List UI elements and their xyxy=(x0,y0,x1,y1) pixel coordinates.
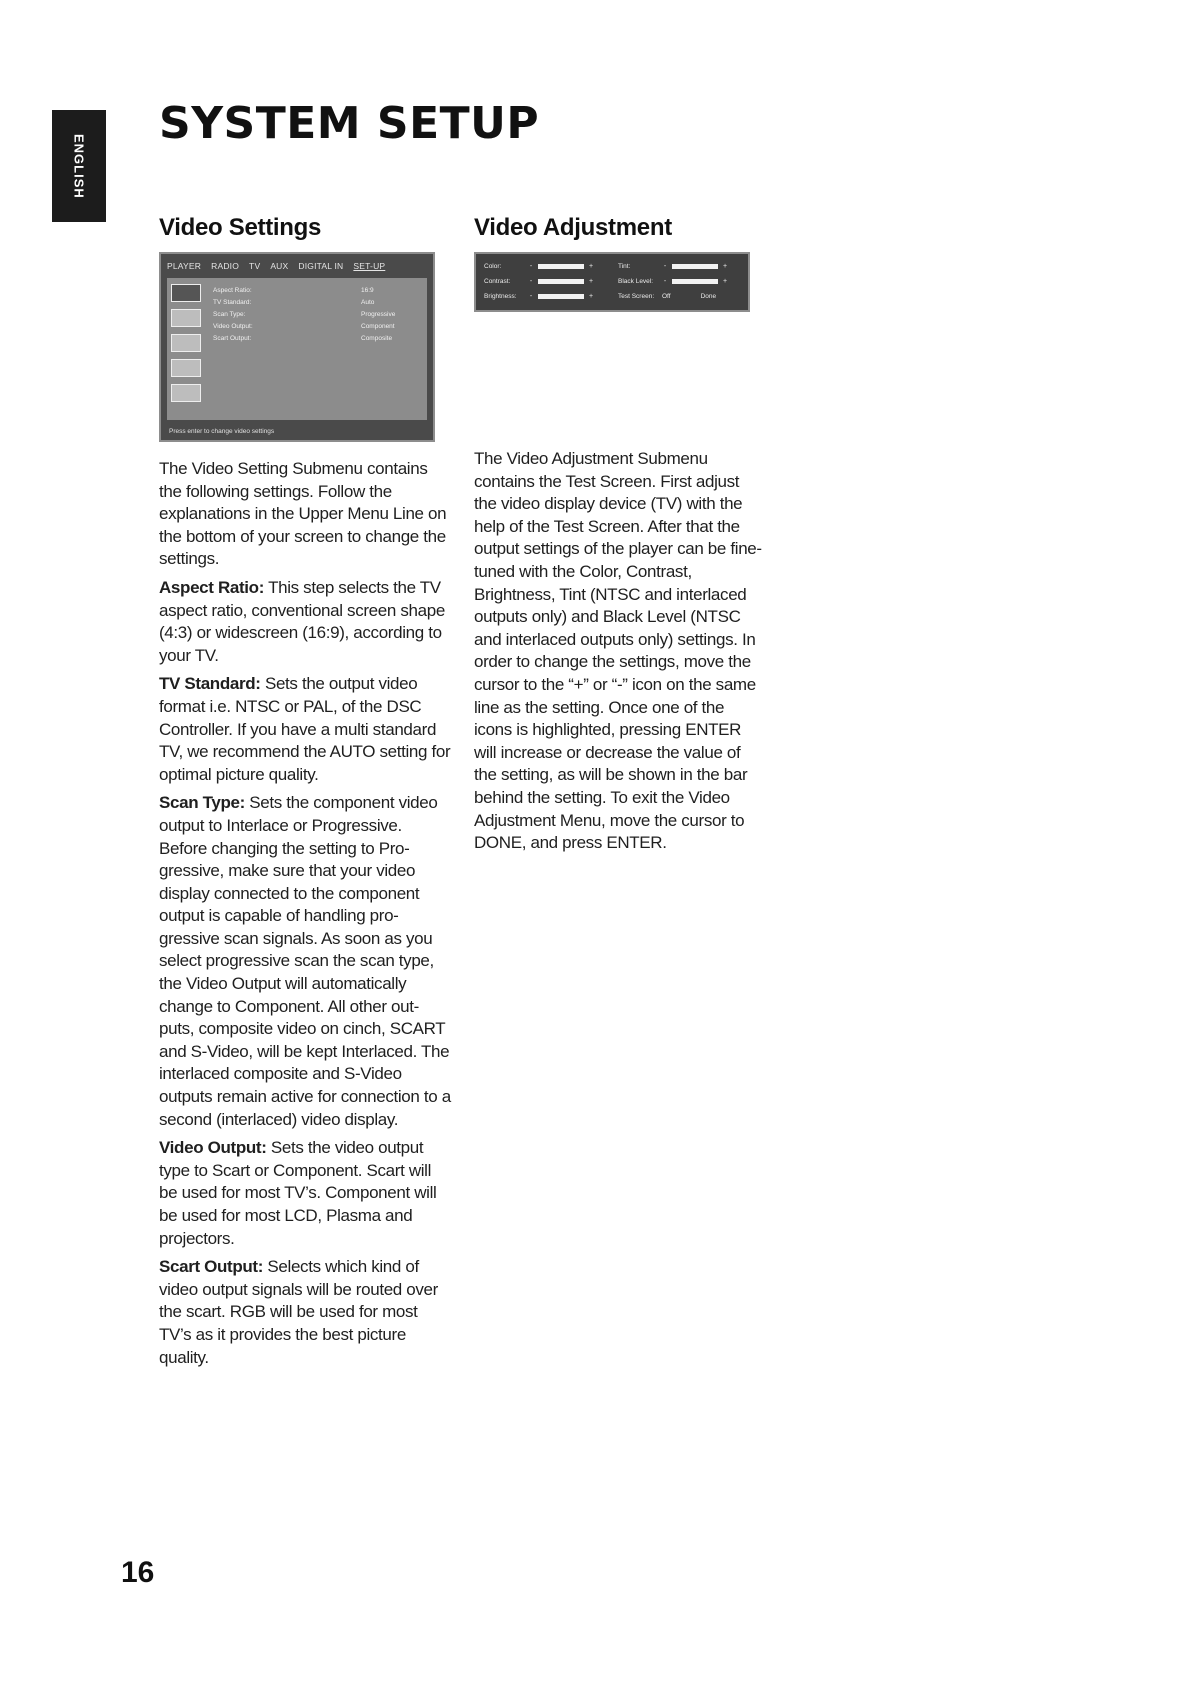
osd-row-label: Scart Output: xyxy=(213,334,252,342)
setting-text: This step selects the TV aspect ratio, conventional screen shape (4:3) or widescreen (16:9), according to your TV. xyxy=(159,577,445,665)
osd-tab-setup: SET-UP xyxy=(353,261,386,271)
osd-row xyxy=(213,284,421,296)
adjustment-right-column xyxy=(618,259,740,305)
video-settings-screenshot xyxy=(159,252,435,442)
setting-term: Aspect Ratio: xyxy=(159,577,265,597)
plus-icon: + xyxy=(588,278,594,285)
setting-description xyxy=(159,1256,451,1369)
osd-tab-player: PLAYER xyxy=(167,261,202,271)
adjustment-row xyxy=(618,259,740,274)
language-tab-label: ENGLISH xyxy=(71,133,87,199)
setting-description xyxy=(159,792,451,1131)
plus-icon: + xyxy=(588,263,594,270)
osd-tab-tv: TV xyxy=(249,261,261,271)
osd-row-label: Scan Type: xyxy=(213,310,246,318)
video-adjustment-body xyxy=(474,448,766,855)
osd-settings-list xyxy=(213,284,421,344)
video-settings-intro: The Video Setting Submenu contains the following settings. Follow the explanations in the Upper Menu Line on the bottom of your screen to change the settings. xyxy=(159,459,447,569)
osd-panel xyxy=(167,278,427,420)
setting-text: Selects which kind of video output signals will be routed over the scart. RGB will be used for most TV’s as it provides the best picture quality. xyxy=(159,1257,438,1367)
minus-icon: - xyxy=(663,263,667,270)
adjustment-label: Tint: xyxy=(618,263,631,270)
adjustment-row xyxy=(618,274,740,289)
video-settings-body xyxy=(159,458,451,1369)
level-bar xyxy=(672,279,718,284)
misc-icon xyxy=(171,359,201,377)
adjustment-row xyxy=(484,289,606,304)
level-bar xyxy=(672,264,718,269)
minus-icon: - xyxy=(529,293,533,300)
osd-row-label: Aspect Ratio: xyxy=(213,286,252,294)
adjustment-row xyxy=(484,259,606,274)
level-bar xyxy=(538,279,584,284)
osd-menu-tabs xyxy=(167,259,427,273)
test-screen-value: Off xyxy=(662,293,671,300)
osd-tab-aux: AUX xyxy=(270,261,289,271)
osd-row-label: TV Standard: xyxy=(213,298,252,306)
video-icon xyxy=(171,284,201,302)
setting-description xyxy=(159,1137,451,1250)
parental-icon xyxy=(171,384,201,402)
setting-term: Scan Type: xyxy=(159,793,245,813)
minus-icon: - xyxy=(529,263,533,270)
adjustment-label: Color: xyxy=(484,263,502,270)
video-settings-heading: Video Settings xyxy=(159,214,322,241)
audio-icon xyxy=(171,309,201,327)
osd-row-label: Video Output: xyxy=(213,322,253,330)
osd-row-value: Auto xyxy=(361,298,375,306)
video-settings-section xyxy=(159,214,451,1375)
test-screen-label: Test Screen: xyxy=(618,293,655,300)
page-number: 16 xyxy=(121,1556,155,1589)
setting-text: Sets the component video output to Interlace or Progressive. Before changing the setting to Pro-gressive, make sure that your video display connected to the component output is capable of handling pro-gressive scan signals. As soon as you select progressive scan the scan type, the Video Output will automatically change to Component. All other out-puts, composite video on cinch, SCART and S-Video, will be kept Interlaced. The interlaced composite and S-Video outputs remain active for connection to a second (interlaced) video display. xyxy=(159,793,451,1129)
minus-icon: - xyxy=(529,278,533,285)
plus-icon: + xyxy=(722,278,728,285)
osd-row-value: 16:9 xyxy=(361,286,374,294)
setting-description xyxy=(159,673,451,786)
osd-row-value: Component xyxy=(361,322,395,330)
osd-row-value: Progressive xyxy=(361,310,396,318)
adjustment-label: Contrast: xyxy=(484,278,511,285)
setting-term: Video Output: xyxy=(159,1138,267,1158)
adjustment-label: Brightness: xyxy=(484,293,517,300)
language-tab xyxy=(52,110,106,222)
osd-tab-radio: RADIO xyxy=(211,261,240,271)
setting-term: TV Standard: xyxy=(159,674,261,694)
level-bar xyxy=(538,294,584,299)
video-adjustment-screenshot xyxy=(474,252,750,312)
osd-footer-hint: Press enter to change video settings xyxy=(169,428,275,435)
setting-description xyxy=(159,577,451,667)
setting-text: Sets the output video format i.e. NTSC or PAL, of the DSC Controller. If you have a multi standard TV, we recommend the AUTO setting for optimal picture quality. xyxy=(159,674,451,784)
adjustment-left-column xyxy=(484,259,606,305)
minus-icon: - xyxy=(663,278,667,285)
language-icon xyxy=(171,334,201,352)
osd-side-icons xyxy=(171,284,201,409)
plus-icon: + xyxy=(722,263,728,270)
osd-row xyxy=(213,308,421,320)
video-adjustment-section xyxy=(474,214,766,861)
osd-row-value: Composite xyxy=(361,334,393,342)
page-title: SYSTEM SETUP xyxy=(159,98,540,149)
level-bar xyxy=(538,264,584,269)
video-adjustment-paragraph: The Video Adjustment Submenu contains the Test Screen. First adjust the video display device (TV) with the help of the Test Screen. After that the output settings of the player can be fine-tuned with the Color, Contrast, Brightness, Tint (NTSC and interlaced outputs only) and Black Level (NTSC and interlaced outputs only) settings. In order to change the settings, move the cursor to the “+” or “-” icon on the same line as the setting. Once one of the icons is highlighted, pressing ENTER will increase or decrease the value of the setting, as will be shown in the bar behind the setting. To exit the Video Adjustment Menu, move the cursor to DONE, and press ENTER. xyxy=(474,449,762,853)
setting-term: Scart Output: xyxy=(159,1257,264,1277)
setting-text: Sets the video output type to Scart or Component. Scart will be used for most TV’s. Component will be used for most LCD, Plasma and projectors. xyxy=(159,1138,437,1248)
osd-tab-digital-in: DIGITAL IN xyxy=(298,261,344,271)
done-label: Done xyxy=(700,293,717,300)
osd-row xyxy=(213,296,421,308)
adjustment-row xyxy=(484,274,606,289)
adjustment-label: Black Level: xyxy=(618,278,654,285)
adjustment-row xyxy=(618,289,740,304)
plus-icon: + xyxy=(588,293,594,300)
osd-row xyxy=(213,332,421,344)
video-adjustment-heading: Video Adjustment xyxy=(474,214,672,241)
osd-row xyxy=(213,320,421,332)
